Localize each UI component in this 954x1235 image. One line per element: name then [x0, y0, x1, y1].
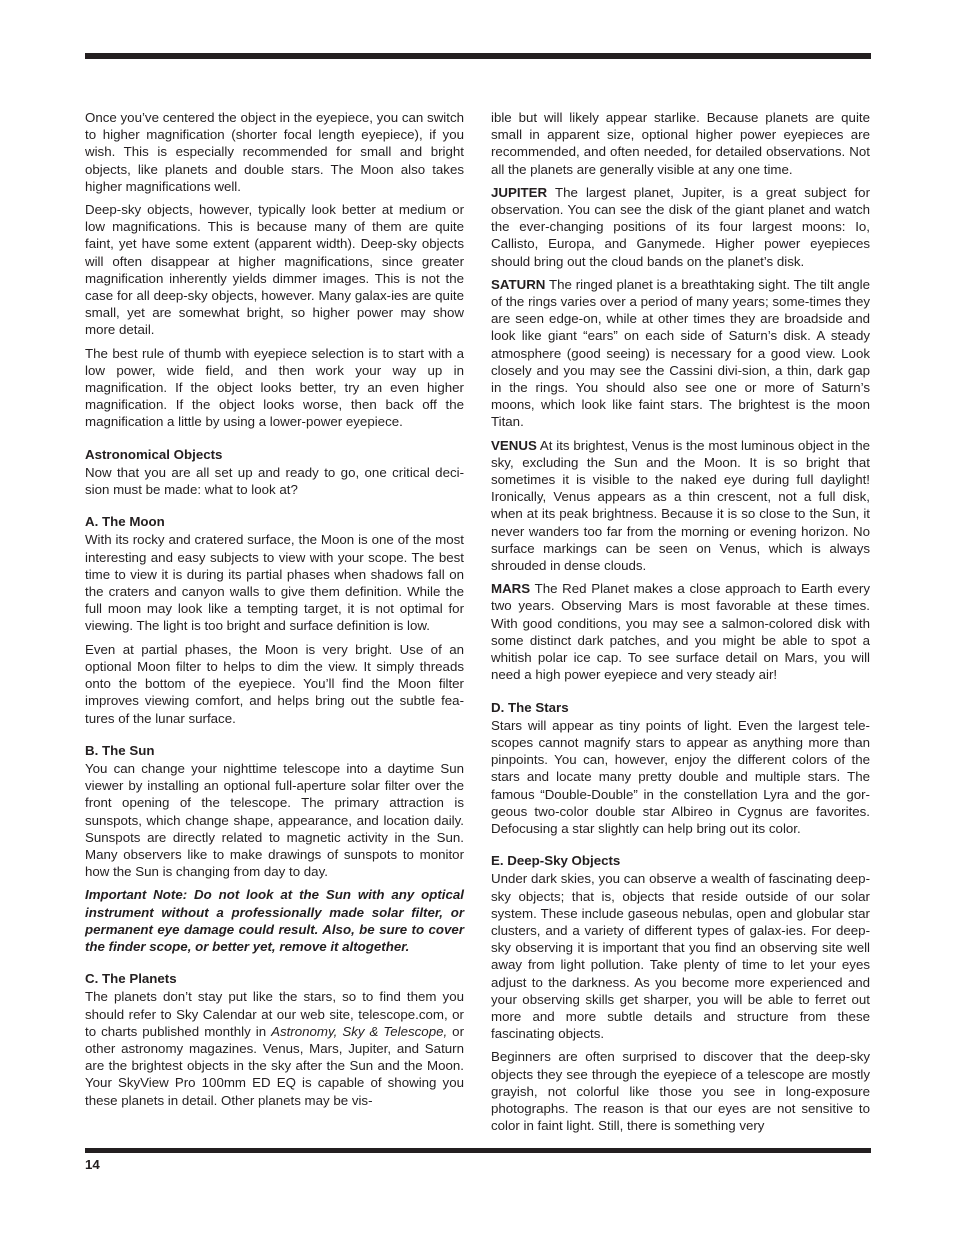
planet-label-venus: VENUS — [491, 437, 537, 453]
planet-venus — [491, 437, 870, 575]
paragraph: Stars will appear as tiny points of light. Even the largest tele-scopes cannot magnify stars to appear as anything more than pinpoints. You can, however, enjoy the different colors of the stars and locate many pretty double and multiple stars. The famous “Double-Double” in the constellation Lyra and the gor-geous two-color double star Albireo in Cygnus are favorites. Defocusing a star slightly can help bring out its color. — [491, 717, 870, 836]
text-run: The largest planet, Jupiter, is a great subject for observation. You can see the disk of the giant planet and watch the ever-changing positions of its four largest moons: Io, Callisto, Europa, and Ganymede. Higher power eyepieces should bring out the cloud bands on the planet’s disk. — [491, 184, 870, 269]
text-run: The ringed planet is a breathtaking sight. The tilt angle of the rings varies over a period of many years; some-times they are seen edge-on, while at other times they are broadside and look like giant “ears” on each side of Saturn’s disk. A steady atmosphere (good seeing) is necessary for a good view. Look closely and you may see the Cassini divi-sion, a thin, dark gap in the rings. You should also see one or more of Saturn’s moons, which look like faint stars. The brightest is the moon Titan. — [491, 276, 870, 430]
paragraph: With its rocky and cratered surface, the Moon is one of the most interesting and easy subjects to view with your scope. The best time to view it is during its partial phases when shadows fall on the craters and canyon walls to give them definition. While the full moon may look like a tempting target, it is not optimal for viewing. The light is too bright and surface definition is low. — [85, 532, 464, 634]
paragraph: Under dark skies, you can observe a wealth of fascinating deep-sky objects; that is, objects that reside outside of our solar system. These include gaseous nebulas, open and globular star clusters, and a variety of different types of galax-ies. For deep-sky observing it is important that you find an observing site well away from light pollution. Take plenty of time to let your eyes adjust to the darkness. As you become more experienced and your observing skills get sharper, you will be able to ferret out more and more subtle details and structure from these fascinating objects. — [491, 871, 870, 1042]
top-rule — [85, 53, 871, 59]
paragraph: Once you’ve centered the object in the eyepiece, you can switch to higher magnification (shorter focal length eyepiece), if you wish. This is especially recommended for small and bright objects, like planets and double stars. The Moon also takes higher magnifications well. — [85, 110, 464, 194]
section-heading-moon: A. The Moon — [85, 514, 165, 530]
magazine-titles: Astronomy, Sky & Telescope, — [271, 1023, 448, 1039]
planet-label-mars: MARS — [491, 581, 531, 597]
planet-label-jupiter: JUPITER — [491, 184, 548, 200]
section-heading-deep-sky: E. Deep-Sky Objects — [491, 853, 621, 869]
paragraph: Now that you are all set up and ready to go, one critical deci-sion must be made: what to look at? — [85, 464, 464, 498]
page-number: 14 — [85, 1157, 100, 1172]
section-heading-stars: D. The Stars — [491, 699, 569, 715]
planet-mars — [491, 580, 870, 683]
paragraph: The best rule of thumb with eyepiece selection is to start with a low power, wide field, and then work your way up in magnification. If the object looks better, try an even higher magnification. If the object looks worse, then back off the magnification a little by using a lower-power eyepiece. — [85, 345, 464, 430]
paragraph: ible but will likely appear starlike. Because planets are quite small in apparent size, optional higher power eyepieces are recommended, and often needed, for detailed observations. Not all the planets are generally visible at any one time. — [491, 110, 870, 177]
planet-jupiter — [491, 184, 870, 270]
section-heading-planets: C. The Planets — [85, 971, 177, 987]
text-run: At its brightest, Venus is the most luminous object in the sky, excluding the Sun and the Moon. It is so bright that sometimes it is visible to the naked eye during full daylight! Ironically, Venus appears as a thin crescent, not a full disk, when at its peak brightness. Because it is so close to the Sun, it never wanders too far from the morning or evening horizon. No surface markings can be seen on Venus, which is always shrouded in dense clouds. — [491, 437, 870, 574]
planet-saturn — [491, 276, 870, 431]
text-run: The planets don’t stay put like the stars, so to find them you should refer to Sky Calendar at our web site, telescope.com, or to charts published monthly in — [85, 989, 464, 1039]
section-heading-astronomical-objects: Astronomical Objects — [85, 446, 223, 462]
right-column — [491, 109, 870, 1140]
paragraph: You can change your nighttime telescope into a daytime Sun viewer by installing an optional full-aperture solar filter over the front opening of the telescope. The primary attraction is sunspots, which change shape, appearance, and location daily. Sunspots are directly related to magnetic activity in the Sun. Many observers like to make drawings of sunspots to monitor how the Sun is changing from day to day. — [85, 760, 464, 880]
text-run: The Red Planet makes a close approach to Earth every two years. Observing Mars is most favorable at these times. With good conditions, you may see a salmon-colored disk with some distinct dark patches, and you might be able to spot a whitish polar ice cap. To see surface detail on Mars, you will need a high power eyepiece and very steady air! — [491, 581, 870, 683]
paragraph: Deep-sky objects, however, typically look better at medium or low magnifications. This is because many of them are quite faint, yet have some extent (apparent width). Deep-sky objects will often disappear at higher magnifications, since greater magnification inherently yields dimmer images. This is not the case for all deep-sky objects, however. Many galax-ies are quite small, yet are somewhat bright, so higher power may show more detail. — [85, 202, 464, 338]
bottom-rule — [85, 1148, 871, 1153]
paragraph — [85, 988, 464, 1108]
text-run: or other astronomy magazines. Venus, Mars, Jupiter, and Saturn are the brightest objects in the sky after the Sun and the Moon. Your SkyView Pro 100mm ED EQ is capable of showing you these planets in detail. Other planets may be vis- — [85, 1023, 465, 1108]
section-heading-sun: B. The Sun — [85, 742, 155, 758]
paragraph: Even at partial phases, the Moon is very bright. Use of an optional Moon filter to helps to dim the view. It simply threads onto the bottom of the eyepiece. You’ll find the Moon filter improves viewing comfort, and helps bring out the subtle fea-tures of the lunar surface. — [85, 641, 464, 726]
left-column — [85, 109, 464, 1115]
planet-label-saturn: SATURN — [491, 276, 546, 292]
paragraph: Beginners are often surprised to discover that the deep-sky objects they see through the eyepiece of a telescope are mostly grayish, not colorful like those you see in long-exposure photographs. The reason is that our eyes are not sensitive to color in faint light. Still, there is something very — [491, 1049, 870, 1134]
important-note: Important Note: Do not look at the Sun with any optical instrument without a professionally made solar filter, or permanent eye damage could result. Also, be sure to cover the finder scope, or better yet, remove it altogether. — [85, 887, 464, 954]
